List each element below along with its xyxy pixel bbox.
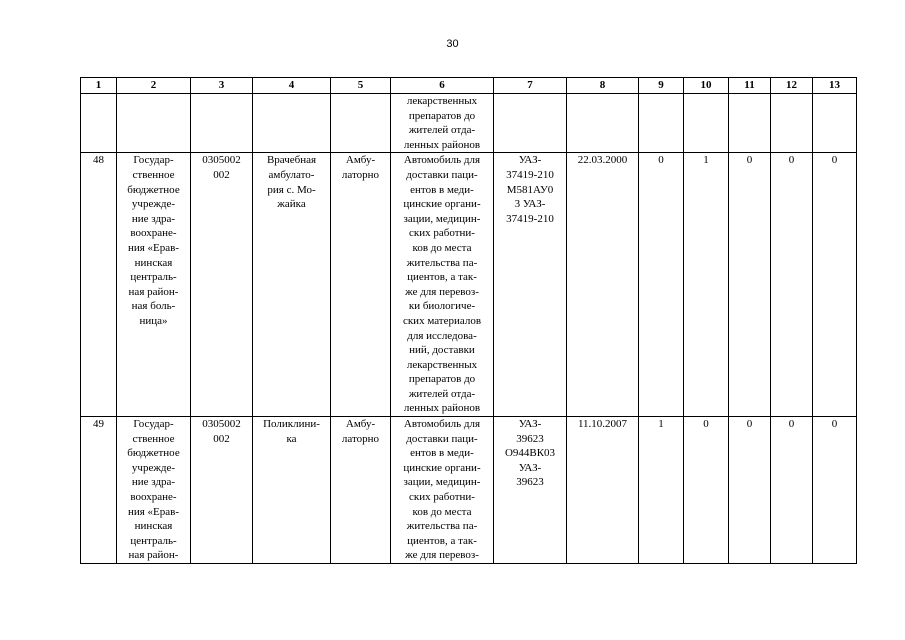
table-cell: Амбу- латорно [331,417,391,564]
table-cell: 0 [729,153,771,417]
table-cell: Врачебная амбулато- рия с. Мо- жайка [253,153,331,417]
header-cell: 6 [391,78,494,94]
table-cell [331,94,391,153]
table-cell: 0 [813,153,857,417]
table-cell [729,94,771,153]
table-cell: УАЗ- 39623 О944ВК03 УАЗ- 39623 [494,417,567,564]
header-cell: 12 [771,78,813,94]
table-cell [813,94,857,153]
table-cell: Амбу- латорно [331,153,391,417]
table-cell: 49 [81,417,117,564]
table-cell [639,94,684,153]
table-row [81,94,857,153]
header-cell: 8 [567,78,639,94]
table-cell [191,94,253,153]
table-cell: 1 [684,153,729,417]
data-table [80,77,857,564]
table-cell: 48 [81,153,117,417]
table-cell: Государ- ственное бюджетное учрежде- ние здра- воохране- ния «Ерав- нинская централь- ная район- ная боль- ница» [117,153,191,417]
header-cell: 3 [191,78,253,94]
table-cell [253,94,331,153]
table-cell: 11.10.2007 [567,417,639,564]
table-cell: 0 [813,417,857,564]
table-cell: 1 [639,417,684,564]
header-cell: 2 [117,78,191,94]
table-cell: 0 [639,153,684,417]
header-cell: 9 [639,78,684,94]
table-cell [567,94,639,153]
table-cell [494,94,567,153]
table-cell: 0 [684,417,729,564]
table-row [81,153,857,417]
table-cell [117,94,191,153]
table-cell: УАЗ- 37419-210 М581АУ0 3 УАЗ- 37419-210 [494,153,567,417]
header-cell: 7 [494,78,567,94]
table-cell [81,94,117,153]
table-cell: Автомобиль для доставки паци- ентов в меди- цинские органи- зации, медицин- ских работни- ков до места жительства па- циентов, а так- же для перевоз- [391,417,494,564]
table-cell: 22.03.2000 [567,153,639,417]
table-cell: Государ- ственное бюджетное учрежде- ние здра- воохране- ния «Ерав- нинская централь- ная район- [117,417,191,564]
header-cell: 13 [813,78,857,94]
table-cell: Поликлини- ка [253,417,331,564]
header-cell: 10 [684,78,729,94]
header-cell: 11 [729,78,771,94]
table-cell: 0305002 002 [191,417,253,564]
table-cell [771,94,813,153]
page-number: 30 [446,38,459,50]
table-cell: 0 [729,417,771,564]
table-cell: 0 [771,417,813,564]
header-cell: 5 [331,78,391,94]
table-cell: лекарственных препаратов до жителей отда- ленных районов [391,94,494,153]
header-cell: 4 [253,78,331,94]
table-cell [684,94,729,153]
table-cell: 0 [771,153,813,417]
table-cell: 0305002 002 [191,153,253,417]
header-row [81,78,857,94]
header-cell: 1 [81,78,117,94]
table-row [81,417,857,564]
table-cell: Автомобиль для доставки паци- ентов в меди- цинские органи- зации, медицин- ских работни- ков до места жительства па- циентов, а так- же для перевоз- ки биологиче- ских материалов для исследова- ний, доставки лекарственных препаратов до жителей отда- ленных районов [391,153,494,417]
